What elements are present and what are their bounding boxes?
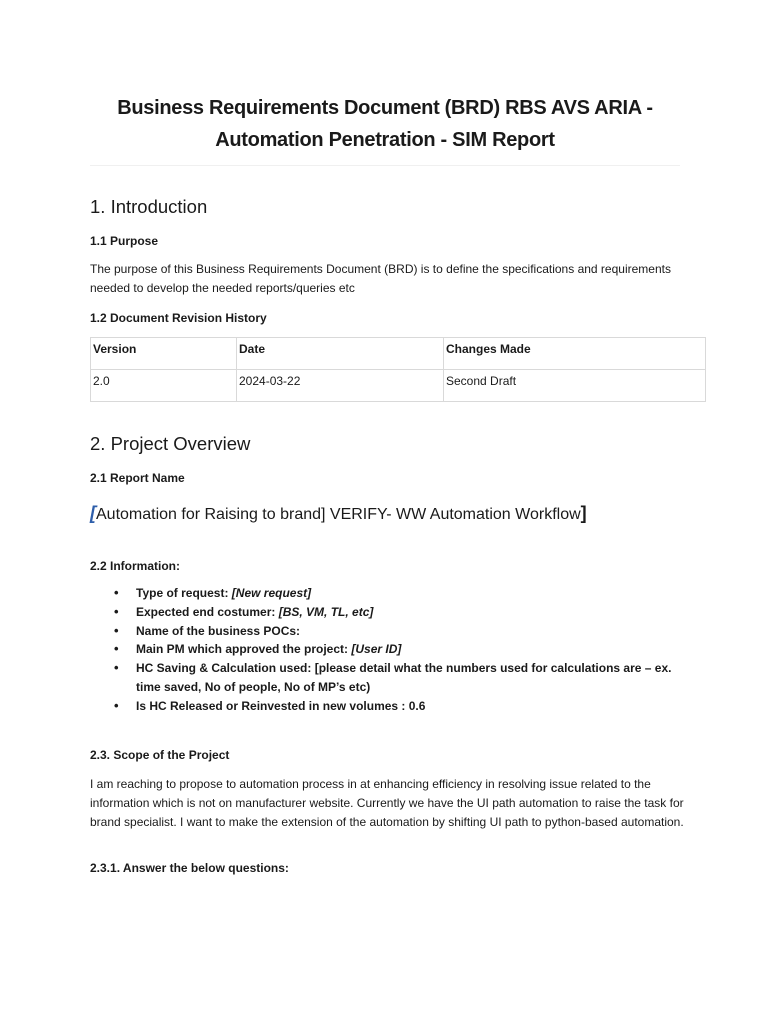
info-item-label: Main PM which approved the project: <box>136 642 352 657</box>
bullet-icon: • <box>114 603 119 619</box>
list-item <box>90 640 690 659</box>
scope-text: I am reaching to propose to automation process in at enhancing efficiency in resolving issue related to the information which is not on manufacturer website. Currently we have the UI path automation to raise the task for brand specialist. I want to make the extension of the automation by shifting UI path to python-based automation. <box>90 777 684 829</box>
report-name-open-bracket: [ <box>90 503 96 523</box>
report-name-close-bracket: ] <box>580 503 587 523</box>
info-item-value: [New request] <box>231 586 312 600</box>
table-row <box>91 370 706 402</box>
report-name <box>90 501 587 527</box>
questions-heading: 2.3.1. Answer the below questions: <box>90 861 289 875</box>
bullet-icon: • <box>114 641 119 657</box>
scope-heading: 2.3. Scope of the Project <box>90 748 230 762</box>
document-title <box>90 92 680 156</box>
table-cell-date: 2024-03-22 <box>237 370 444 402</box>
table-header-date: Date <box>237 338 444 370</box>
revision-history-table <box>90 337 706 402</box>
title-divider <box>90 165 680 166</box>
list-item <box>90 659 690 697</box>
information-list <box>90 584 690 716</box>
info-item-label: HC Saving & Calculation used: [please detail what the numbers used for calculations are – ex. time saved, No of people, No of MP’s etc) <box>136 661 672 694</box>
info-item-label: Type of request: <box>136 586 232 600</box>
list-item <box>90 603 690 622</box>
information-heading: 2.2 Information: <box>90 559 181 573</box>
document-title-line1: Business Requirements Document (BRD) RBS AVS ARIA - <box>117 97 653 119</box>
document-title-line2: Automation Penetration - SIM Report <box>215 129 555 151</box>
bullet-icon: • <box>114 622 119 638</box>
purpose-text: The purpose of this Business Requirements Document (BRD) is to define the specifications and requirements needed to develop the needed reports/queries etc <box>90 262 671 295</box>
table-cell-version: 2.0 <box>91 370 237 402</box>
table-header-changes: Changes Made <box>444 338 706 370</box>
table-header-row <box>91 338 706 370</box>
project-overview-heading: 2. Project Overview <box>90 433 251 454</box>
bullet-icon: • <box>114 660 119 676</box>
table-header-version: Version <box>91 338 237 370</box>
info-item-label: Expected end costumer: <box>136 604 279 619</box>
info-item-value: [BS, VM, TL, etc] <box>278 604 374 619</box>
purpose-heading: 1.1 Purpose <box>90 234 159 248</box>
list-item <box>90 697 690 716</box>
revision-history-heading: 1.2 Document Revision History <box>90 311 267 325</box>
bullet-icon: • <box>114 697 119 713</box>
introduction-heading: 1. Introduction <box>90 196 208 217</box>
report-name-heading: 2.1 Report Name <box>90 471 185 485</box>
bullet-icon: • <box>114 585 119 600</box>
info-item-label: Name of the business POCs: <box>136 623 301 638</box>
list-item <box>90 622 690 641</box>
info-item-value: [User ID] <box>351 642 402 657</box>
list-item <box>90 584 690 603</box>
report-name-text: Automation for Raising to brand] VERIFY- WW Automation Workflow <box>96 506 581 523</box>
info-item-label: Is HC Released or Reinvested in new volumes : 0.6 <box>136 698 426 713</box>
table-cell-changes: Second Draft <box>444 370 706 402</box>
